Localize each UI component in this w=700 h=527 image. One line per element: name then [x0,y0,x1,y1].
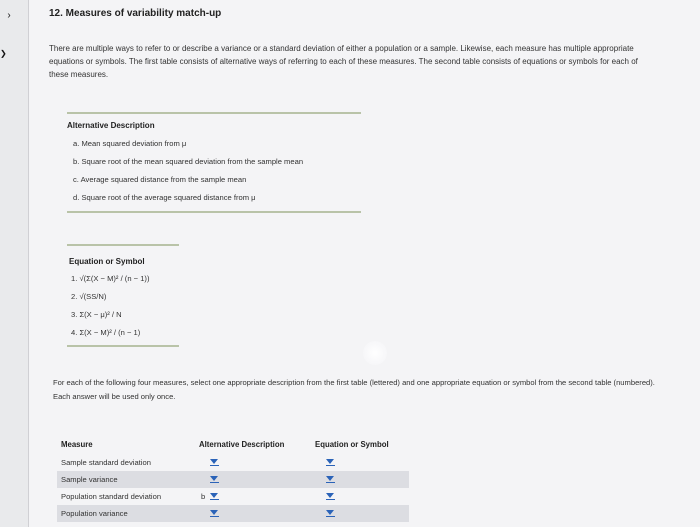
side-mark-icon: ❯ [0,49,7,58]
measure-column-header: Measure [61,440,93,449]
eq-item-2: 2. √(SS/N) [71,292,107,301]
dropdown-arrow-icon [210,476,218,481]
eq-table-bottom-rule [67,345,179,347]
eq-item-3: 3. Σ(X − μ)² / N [71,310,122,319]
alt-table-top-rule [67,112,361,114]
collapse-arrow-icon[interactable]: › [7,9,11,21]
screen-glare [363,341,387,365]
eq-item-1: 1. √(Σ(X − M)² / (n − 1)) [71,274,150,283]
dropdown-arrow-icon [326,476,334,481]
alt-item-a: a. Mean squared deviation from μ [73,139,187,148]
alt-select-population-sd[interactable] [206,490,222,503]
alt-item-d: d. Square root of the average squared distance from μ [73,193,256,202]
alt-select-sample-variance[interactable] [206,473,222,486]
question-page [28,0,700,527]
measure-population-sd: Population standard deviation [61,492,162,501]
question-title: 12. Measures of variability match-up [49,8,222,19]
eq-table-top-rule [67,244,179,246]
question-intro: There are multiple ways to refer to or describe a variance or a standard deviation of either a population or a sample. Likewise, each measure has multiple appropriate equations or symbols. The first table consists of alternative ways of referring to each of these measures. The second table consists of equations or symbols for each of these measures. [49,44,638,79]
dropdown-arrow-icon [326,493,334,498]
alt-column-header: Alternative Description [199,440,285,449]
measure-sample-variance: Sample variance [61,475,118,484]
eq-column-header: Equation or Symbol [315,440,389,449]
eq-select-population-sd[interactable] [322,490,338,503]
alt-select-sample-sd[interactable] [206,456,222,469]
eq-select-population-variance[interactable] [322,507,338,520]
measure-sample-sd: Sample standard deviation [61,458,151,467]
alt-select-value: b [201,492,206,501]
instructions-text: For each of the following four measures, select one appropriate description from the first table (lettered) and one appropriate equation or symbol from the second table (numbered). Each answer will be used only once. [53,378,655,401]
eq-select-sample-variance[interactable] [322,473,338,486]
eq-item-4: 4. Σ(X − M)² / (n − 1) [71,328,141,337]
measure-population-variance: Population variance [61,509,128,518]
alt-select-population-variance[interactable] [206,507,222,520]
eq-select-sample-sd[interactable] [322,456,338,469]
eq-table-heading: Equation or Symbol [69,257,145,266]
alt-item-c: c. Average squared distance from the sample mean [73,175,247,184]
alt-item-b: b. Square root of the mean squared deviation from the sample mean [73,157,304,166]
dropdown-arrow-icon [210,510,218,515]
dropdown-arrow-icon [326,459,334,464]
dropdown-arrow-icon [210,459,218,464]
alt-table-heading: Alternative Description [67,121,155,130]
alt-table-bottom-rule [67,211,361,213]
dropdown-arrow-icon [326,510,334,515]
dropdown-arrow-icon [210,493,218,498]
